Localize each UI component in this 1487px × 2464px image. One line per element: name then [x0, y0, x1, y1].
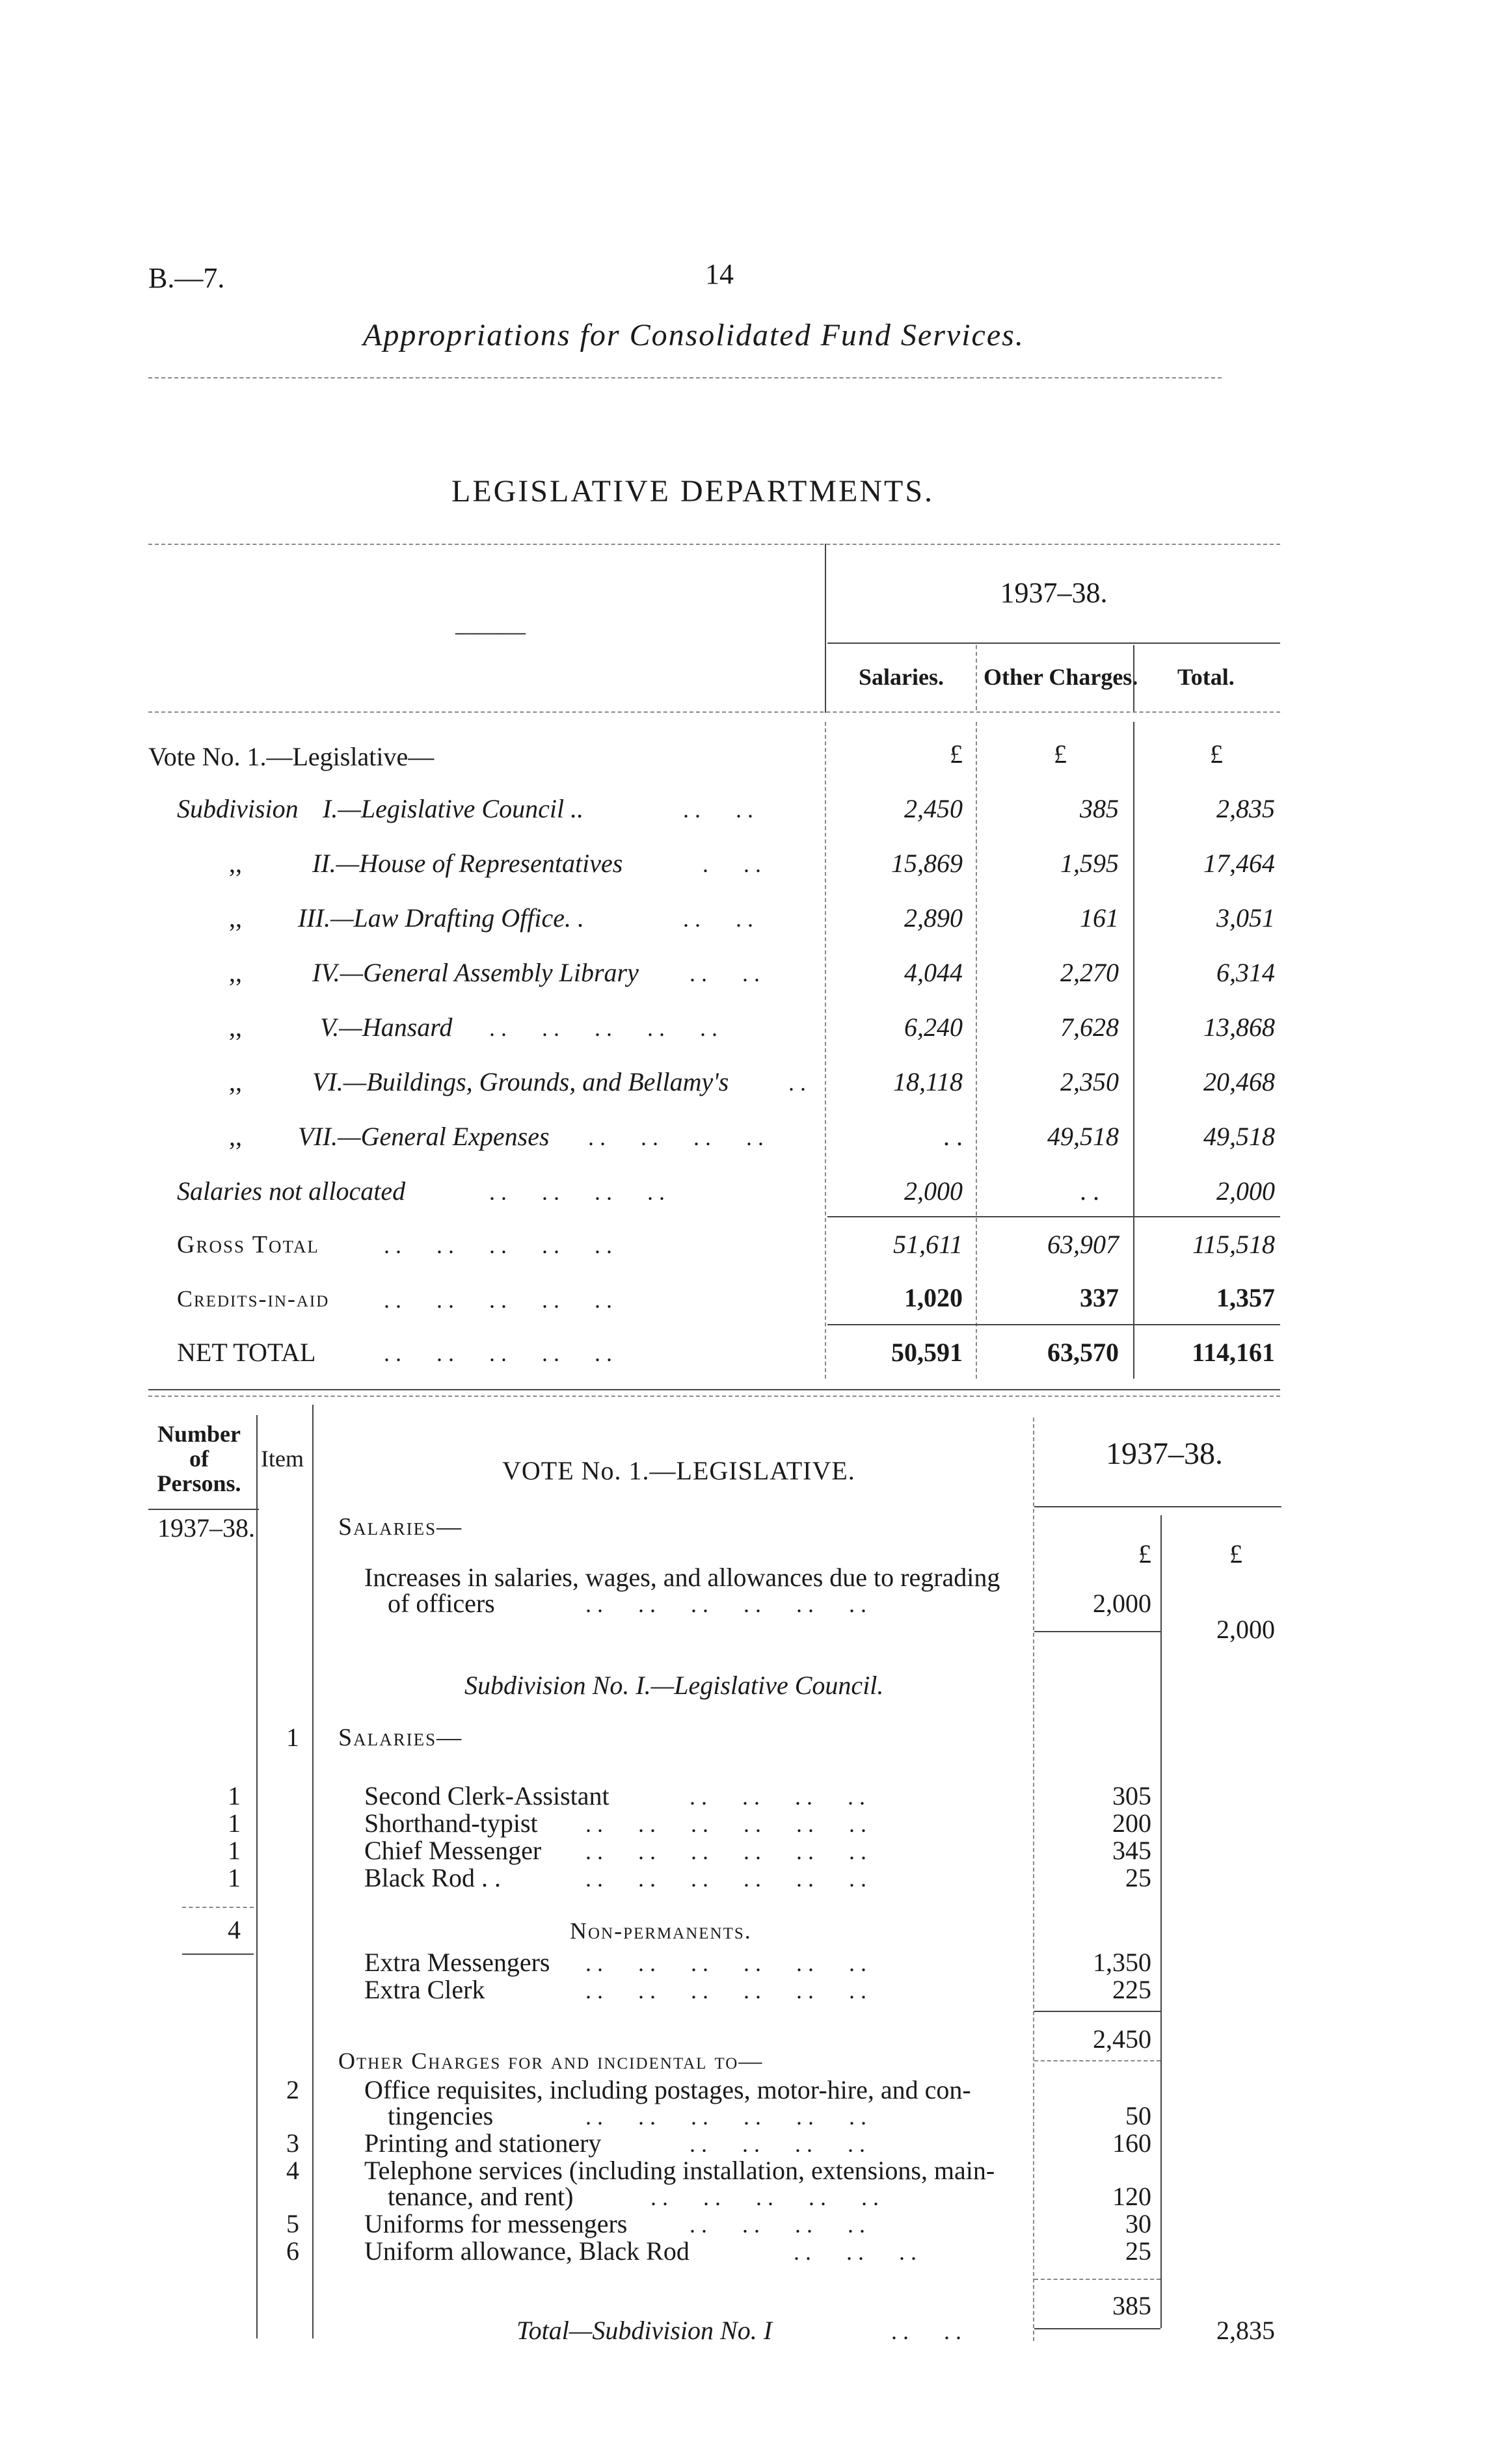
- row-label: V.—Hansard: [320, 1013, 453, 1042]
- item-number: 1: [286, 1723, 299, 1752]
- row-salaries: 4,044: [904, 958, 963, 987]
- subdivision-title: Subdivision No. I.—Legislative Council.: [464, 1671, 884, 1700]
- leader-dots: . . . . . . . . . . . .: [585, 1838, 866, 1864]
- nonperm-amount: 1,350: [1093, 1948, 1151, 1977]
- leader-dots: . . . .: [891, 2318, 961, 2344]
- persons-count: 1: [228, 1781, 241, 1810]
- leader-dots: . . . . . . . . . . . .: [585, 1978, 866, 2004]
- row-salaries: 51,611: [892, 1230, 963, 1259]
- other-subtotal: 385: [1112, 2291, 1151, 2320]
- row-total: 2,835: [1216, 794, 1275, 823]
- row-other: 337: [1080, 1283, 1119, 1312]
- year-header: 1937–38.: [1000, 577, 1108, 609]
- row-total: 17,464: [1203, 849, 1275, 878]
- leader-dots: . . . . . . . . . . . .: [585, 2104, 866, 2130]
- row-prefix: Subdivision: [177, 794, 299, 823]
- row-label: II.—House of Representatives: [312, 849, 623, 878]
- row-label: Credits-in-aid: [177, 1286, 330, 1312]
- body-divider-1: [976, 722, 977, 1379]
- other-charges-heading: Other Charges for and incidental to—: [338, 2048, 764, 2074]
- row-total: 1,357: [1216, 1283, 1275, 1312]
- leader-dots: . . . . . . . .: [690, 1784, 865, 1810]
- col-divider-2: [1133, 645, 1134, 713]
- leader-dots: . . . . . .: [794, 2239, 917, 2265]
- table2-header-rule: [148, 1509, 259, 1510]
- salaries-subtotal-rule: [1034, 2011, 1160, 2012]
- row-other: 2,350: [1060, 1067, 1119, 1096]
- page-subtitle: Appropriations for Consolidated Fund Services.: [363, 318, 1025, 352]
- stub-dash: ———: [455, 618, 526, 644]
- row-other: 1,595: [1060, 849, 1119, 878]
- staff-label: Black Rod . .: [364, 1863, 501, 1892]
- document-code: B.—7.: [148, 262, 225, 294]
- item-number: 5: [286, 2209, 299, 2238]
- item-label: Uniforms for messengers: [364, 2209, 628, 2238]
- leader-dots: . . . . . . . . . .: [650, 2184, 879, 2210]
- row-label: I.—Legislative Council ..: [323, 794, 584, 823]
- amount-col-divider: [1033, 1418, 1034, 2341]
- row-total: 49,518: [1203, 1122, 1275, 1151]
- row-salaries: 6,240: [904, 1013, 963, 1042]
- staff-amount: 305: [1112, 1781, 1151, 1810]
- other-subtotal-rule-2: [1034, 2328, 1160, 2329]
- row-prefix: ,,: [229, 903, 242, 933]
- row-other: 385: [1080, 794, 1119, 823]
- leader-dots: . . . . . . . .: [690, 2212, 865, 2238]
- item-col-divider: [312, 1405, 314, 2338]
- nonperm-amount: 225: [1112, 1975, 1151, 2004]
- staff-amount: 345: [1112, 1836, 1151, 1865]
- row-prefix: ,,: [229, 849, 242, 878]
- currency-salaries: £: [950, 739, 963, 769]
- item-label: Office requisites, including postages, motor-hire, and con-: [364, 2075, 971, 2104]
- leader-dots: . . . . . . . . . . . .: [585, 1811, 866, 1837]
- row-prefix: ,,: [229, 1013, 242, 1042]
- item-amount: 25: [1125, 2236, 1151, 2266]
- row-total: 3,051: [1216, 903, 1275, 933]
- row-salaries: 2,000: [904, 1176, 963, 1206]
- row-label: III.—Law Drafting Office. .: [298, 903, 584, 933]
- row-leader-dots: . . . . . . . . . .: [384, 1232, 612, 1258]
- year-underline: [827, 642, 1280, 644]
- item-label: Telephone services (including installation, extensions, main-: [364, 2156, 995, 2185]
- row-leader-dots: . . . .: [683, 797, 753, 823]
- item-number: 4: [286, 2156, 299, 2185]
- row-leader-dots: . . . . . . . .: [588, 1124, 764, 1150]
- increases-line-1: Increases in salaries, wages, and allowances due to regrading: [364, 1563, 1000, 1592]
- nonperm-heading: Non-permanents.: [570, 1918, 752, 1944]
- header-rule: [148, 377, 1222, 378]
- grand-total: 2,835: [1216, 2316, 1275, 2345]
- row-prefix: ,,: [229, 958, 242, 987]
- item-label: Uniform allowance, Black Rod: [364, 2236, 690, 2266]
- item-number: 6: [286, 2236, 299, 2266]
- increases-amount: 2,000: [1093, 1589, 1151, 1618]
- staff-amount: 25: [1125, 1863, 1151, 1892]
- row-total: 20,468: [1203, 1067, 1275, 1096]
- nonperm-label: Extra Messengers: [364, 1948, 550, 1977]
- row-label: NET TOTAL: [177, 1338, 316, 1367]
- currency-total: £: [1210, 739, 1223, 769]
- item-label-cont: tenance, and rent): [388, 2182, 574, 2211]
- net-rule: [827, 1324, 1280, 1325]
- persons-total: 4: [228, 1915, 241, 1944]
- body-divider-2: [1133, 722, 1134, 1379]
- table2-header-rule-right: [1034, 1506, 1281, 1507]
- staff-amount: 200: [1112, 1808, 1151, 1838]
- row-leader-dots: . .: [788, 1070, 806, 1096]
- persons-count: 1: [228, 1808, 241, 1838]
- salaries-subtotal-rule-2: [1034, 2060, 1160, 2061]
- col-other-header: Other Charges.: [984, 664, 1138, 690]
- currency-other: £: [1054, 739, 1067, 769]
- table1-header-rule: [148, 711, 1280, 713]
- row-other: 2,270: [1060, 958, 1119, 987]
- body-divider-0: [825, 722, 826, 1379]
- vote-title: VOTE No. 1.—LEGISLATIVE.: [502, 1456, 855, 1485]
- total-col-divider: [1160, 1515, 1162, 2328]
- row-total: 114,161: [1192, 1338, 1275, 1367]
- staff-label: Second Clerk-Assistant: [364, 1781, 610, 1810]
- row-leader-dots: . . . . . . . . . .: [384, 1340, 612, 1366]
- salaries-subtotal: 2,450: [1093, 2024, 1151, 2054]
- salaries-heading: Salaries—: [338, 1513, 463, 1541]
- vote-label: Vote No. 1.—Legislative—: [148, 742, 435, 771]
- row-label: Gross Total: [177, 1231, 319, 1258]
- col-item-header: Item: [261, 1446, 304, 1472]
- row-other: 49,518: [1047, 1122, 1119, 1151]
- persons-count: 1: [228, 1836, 241, 1865]
- table1-bottom-rule: [148, 1389, 1280, 1390]
- col-salaries-header: Salaries.: [859, 664, 944, 690]
- row-leader-dots: . . .: [703, 851, 761, 877]
- row-leader-dots: . . . .: [683, 906, 753, 932]
- increases-line-2: of officers: [388, 1589, 495, 1618]
- row-salaries: 1,020: [904, 1283, 963, 1312]
- page-number: 14: [705, 258, 734, 290]
- increases-rule: [1034, 1631, 1160, 1632]
- table1-stub-divider: [825, 544, 826, 713]
- persons-bottom-rule: [182, 1954, 254, 1955]
- row-other: 63,570: [1047, 1338, 1119, 1367]
- table1-top-rule: [148, 544, 1280, 545]
- row-leader-dots: . . . .: [690, 960, 760, 987]
- currency-amount: £: [1138, 1539, 1151, 1569]
- item-number: 3: [286, 2128, 299, 2158]
- row-salaries: 15,869: [891, 849, 963, 878]
- item-number: 2: [286, 2075, 299, 2104]
- item-amount: 50: [1125, 2101, 1151, 2130]
- row-salaries: 2,450: [904, 794, 963, 823]
- row-other: 7,628: [1060, 1013, 1119, 1042]
- leader-dots: . . . . . . . . . . . .: [585, 1950, 866, 1976]
- row-label: Salaries not allocated: [177, 1176, 406, 1206]
- gross-rule: [827, 1216, 1280, 1217]
- col-total-header: Total.: [1177, 664, 1235, 690]
- number-col-divider: [256, 1415, 258, 2338]
- year-label: 1937–38.: [157, 1513, 255, 1543]
- row-label: IV.—General Assembly Library: [312, 958, 639, 987]
- row-salaries: . .: [943, 1122, 963, 1151]
- row-prefix: ,,: [229, 1122, 242, 1151]
- staff-label: Chief Messenger: [364, 1836, 542, 1865]
- sub-salaries-heading: Salaries—: [338, 1724, 463, 1751]
- nonperm-label: Extra Clerk: [364, 1975, 485, 2004]
- row-salaries: 50,591: [891, 1338, 963, 1367]
- row-leader-dots: . . . . . . . . . .: [384, 1287, 612, 1313]
- row-other: 63,907: [1047, 1230, 1119, 1259]
- row-prefix: ,,: [229, 1067, 242, 1096]
- staff-label: Shorthand-typist: [364, 1808, 538, 1838]
- leader-dots: . . . . . . . .: [690, 2131, 865, 2157]
- leader-dots: . . . . . . . . . . . .: [585, 1591, 866, 1617]
- table1-bottom-rule-2: [148, 1396, 1280, 1397]
- item-label-cont: tingencies: [388, 2101, 494, 2130]
- item-amount: 120: [1112, 2182, 1151, 2211]
- item-amount: 160: [1112, 2128, 1151, 2158]
- year-header-2: 1937–38.: [1106, 1437, 1223, 1471]
- persons-count: 1: [228, 1863, 241, 1892]
- row-salaries: 18,118: [892, 1067, 963, 1096]
- col-number-header: Number of Persons.: [157, 1421, 241, 1496]
- other-subtotal-rule: [1034, 2279, 1160, 2280]
- col-divider-1: [976, 645, 977, 710]
- row-label: VII.—General Expenses: [298, 1122, 550, 1151]
- leader-dots: . . . . . . . . . . . .: [585, 1866, 866, 1892]
- item-label: Printing and stationery: [364, 2128, 602, 2158]
- row-salaries: 2,890: [904, 903, 963, 933]
- increases-total: 2,000: [1216, 1615, 1275, 1644]
- currency-total: £: [1229, 1539, 1242, 1569]
- row-leader-dots: . . . . . . . . . .: [489, 1015, 717, 1041]
- persons-rule: [182, 1907, 254, 1908]
- row-total: 6,314: [1216, 958, 1275, 987]
- row-total: 115,518: [1192, 1230, 1275, 1259]
- table-title: LEGISLATIVE DEPARTMENTS.: [451, 474, 935, 509]
- row-leader-dots: . . . . . . . .: [489, 1179, 665, 1205]
- row-other: . .: [1080, 1176, 1099, 1206]
- row-total: 2,000: [1216, 1176, 1275, 1206]
- row-total: 13,868: [1203, 1013, 1275, 1042]
- item-amount: 30: [1125, 2209, 1151, 2238]
- row-label: VI.—Buildings, Grounds, and Bellamy's: [312, 1067, 729, 1096]
- row-other: 161: [1080, 903, 1119, 933]
- total-label: Total—Subdivision No. I: [516, 2316, 773, 2345]
